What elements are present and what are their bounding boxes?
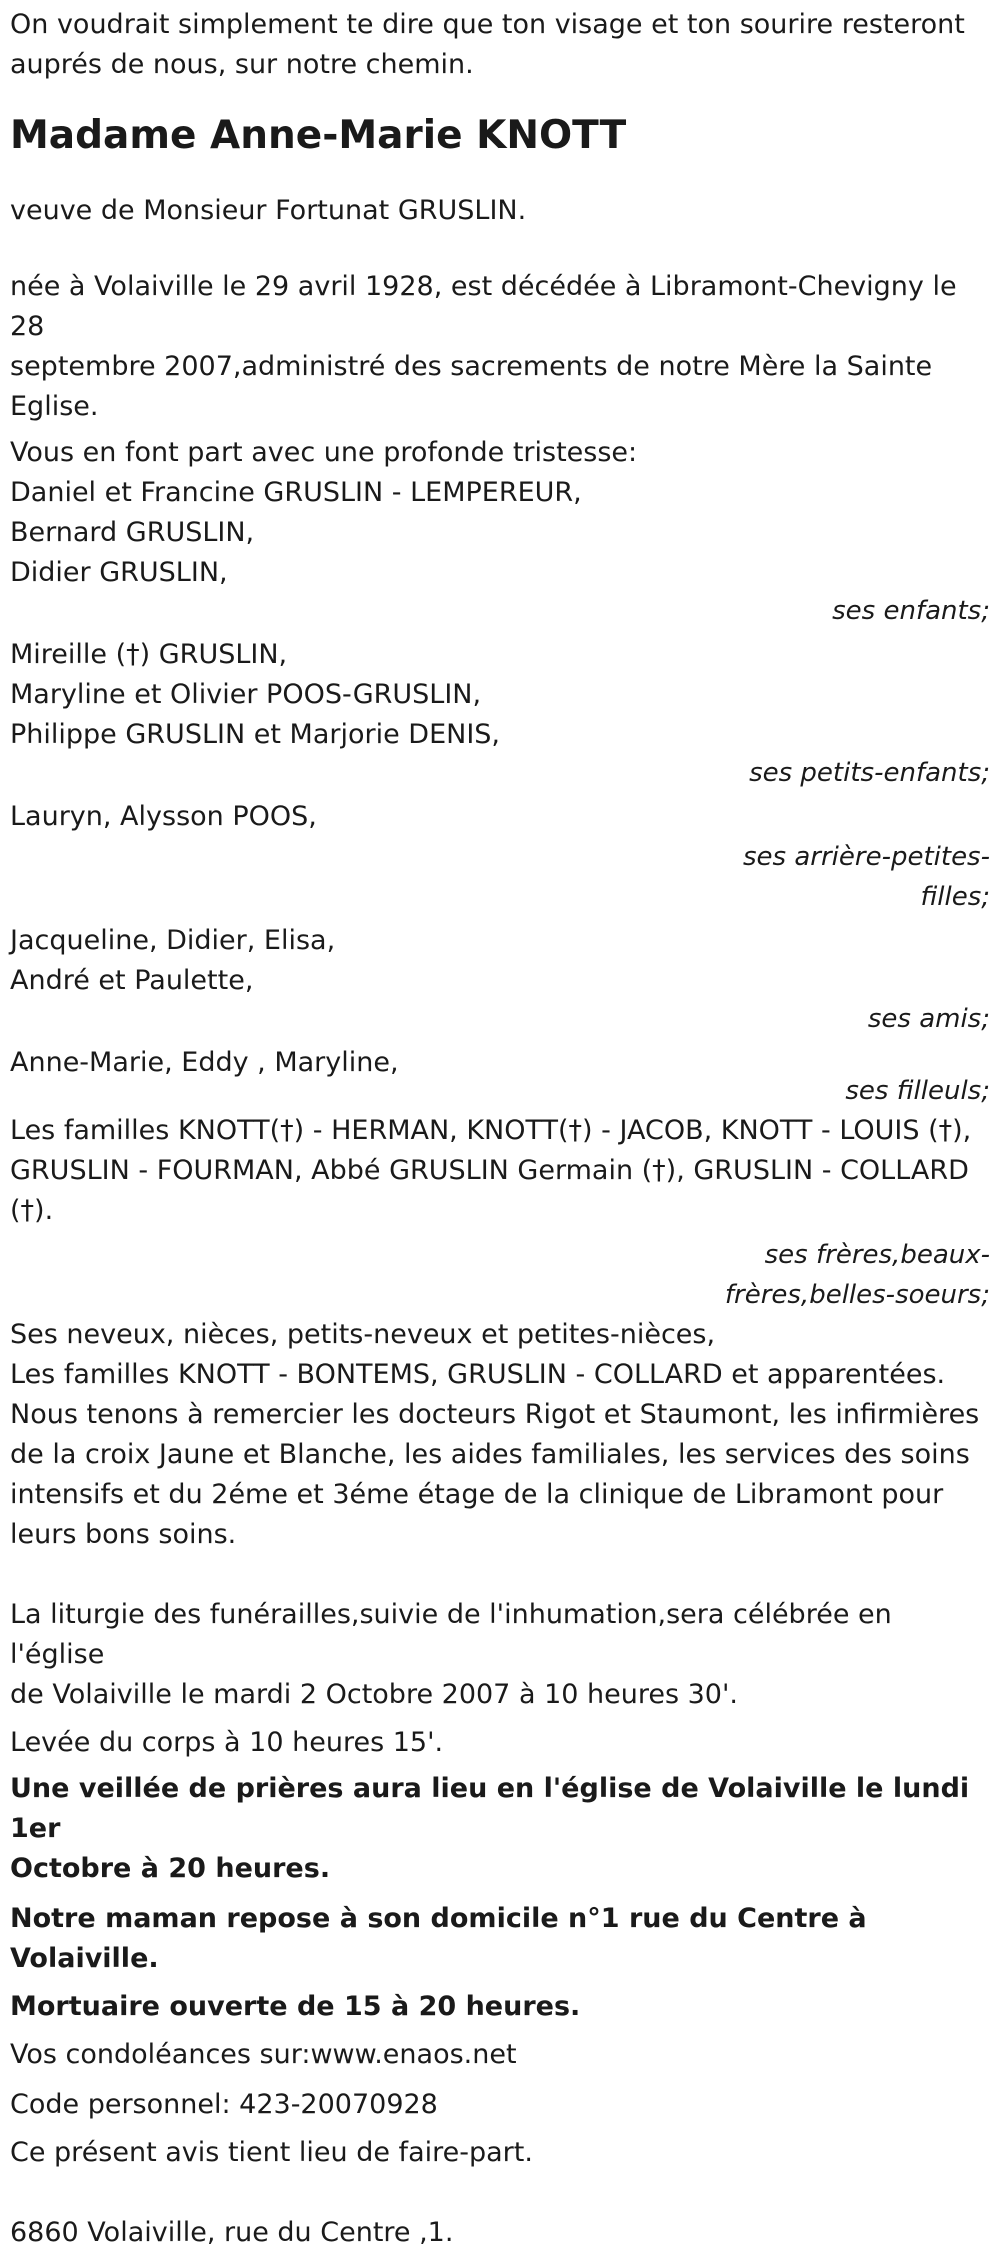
deceased-name: Madame Anne-Marie KNOTT [10,113,627,158]
text-line: Octobre à 20 heures. [10,1853,331,1884]
relation-label: ses filleuls; [845,1076,990,1106]
family-member: Lauryn, Alysson POOS, [10,801,317,832]
text-line: Ses neveux, nièces, petits-neveux et petites-nièces, [10,1319,716,1350]
address-line: 6860 Volaiville, rue du Centre ,1. [10,2217,454,2248]
text-line: de la croix Jaune et Blanche, les aides familiales, les services des soins [10,1439,970,1470]
family-member: Didier GRUSLIN, [10,557,228,588]
family-member: Mireille (†) GRUSLIN, [10,639,288,670]
text-line: Eglise. [10,391,99,422]
birth-death-paragraph [10,267,990,427]
text-line: intensifs et du 2éme et 3éme étage de la clinique de Libramont pour [10,1479,944,1510]
rest-line: Notre maman repose à son domicile n°1 rue du Centre à Volaiville. [10,1903,867,1974]
family-member: Anne-Marie, Eddy , Maryline, [10,1047,399,1078]
text-line: Les familles KNOTT - BONTEMS, GRUSLIN - COLLARD et apparentées. [10,1359,946,1390]
text-line: septembre 2007,administré des sacrements de notre Mère la Sainte [10,351,933,382]
obituary-notice [0,5,1000,2253]
mortuary-line: Mortuaire ouverte de 15 à 20 heures. [10,1991,581,2022]
text-line: auprés de nous, sur notre chemin. [10,49,474,80]
text-line: de Volaiville le mardi 2 Octobre 2007 à 10 heures 30'. [10,1679,738,1710]
notice-line: Ce présent avis tient lieu de faire-part. [10,2137,533,2168]
code-line: Code personnel: 423-20070928 [10,2089,438,2120]
relation-label: ses arrière-petites- [743,842,990,872]
levee-line: Levée du corps à 10 heures 15'. [10,1727,444,1758]
closing-paragraph [10,1315,990,1555]
liturgy-paragraph [10,1595,990,1715]
text-line: On voudrait simplement te dire que ton visage et ton sourire resteront [10,9,965,40]
family-member: Les familles KNOTT(†) - HERMAN, KNOTT(†) - JACOB, KNOTT - LOUIS (†), [10,1115,972,1146]
relation-label: ses enfants; [832,596,990,626]
relation-label: filles; [920,882,990,912]
family-member: (†). [10,1195,54,1226]
family-list [10,433,990,1315]
relation-label: ses frères,beaux- [764,1240,990,1270]
announcement-line: Vous en font part avec une profonde tristesse: [10,437,638,468]
family-member: André et Paulette, [10,965,254,996]
family-member: Jacqueline, Didier, Elisa, [10,925,336,956]
vigil-paragraph [10,1769,990,1889]
text-line: La liturgie des funérailles,suivie de l'inhumation,sera célébrée en l'église [10,1599,892,1670]
intro-paragraph [10,5,990,85]
family-member: Philippe GRUSLIN et Marjorie DENIS, [10,719,501,750]
relation-label: ses amis; [867,1004,990,1034]
family-member: Daniel et Francine GRUSLIN - LEMPEREUR, [10,477,582,508]
text-line: leurs bons soins. [10,1519,237,1550]
text-line: Nous tenons à remercier les docteurs Rigot et Staumont, les infirmières [10,1399,980,1430]
relation-label: frères,belles-soeurs; [724,1280,990,1310]
relation-label: ses petits-enfants; [749,758,990,788]
family-member: Maryline et Olivier POOS-GRUSLIN, [10,679,482,710]
family-member: GRUSLIN - FOURMAN, Abbé GRUSLIN Germain (†), GRUSLIN - COLLARD [10,1155,969,1186]
text-line: Une veillée de prières aura lieu en l'église de Volaiville le lundi 1er [10,1773,970,1844]
condolences-line: Vos condoléances sur:www.enaos.net [10,2039,517,2070]
family-member: Bernard GRUSLIN, [10,517,255,548]
widow-line: veuve de Monsieur Fortunat GRUSLIN. [10,195,527,226]
text-line: née à Volaiville le 29 avril 1928, est décédée à Libramont-Chevigny le 28 [10,271,957,342]
